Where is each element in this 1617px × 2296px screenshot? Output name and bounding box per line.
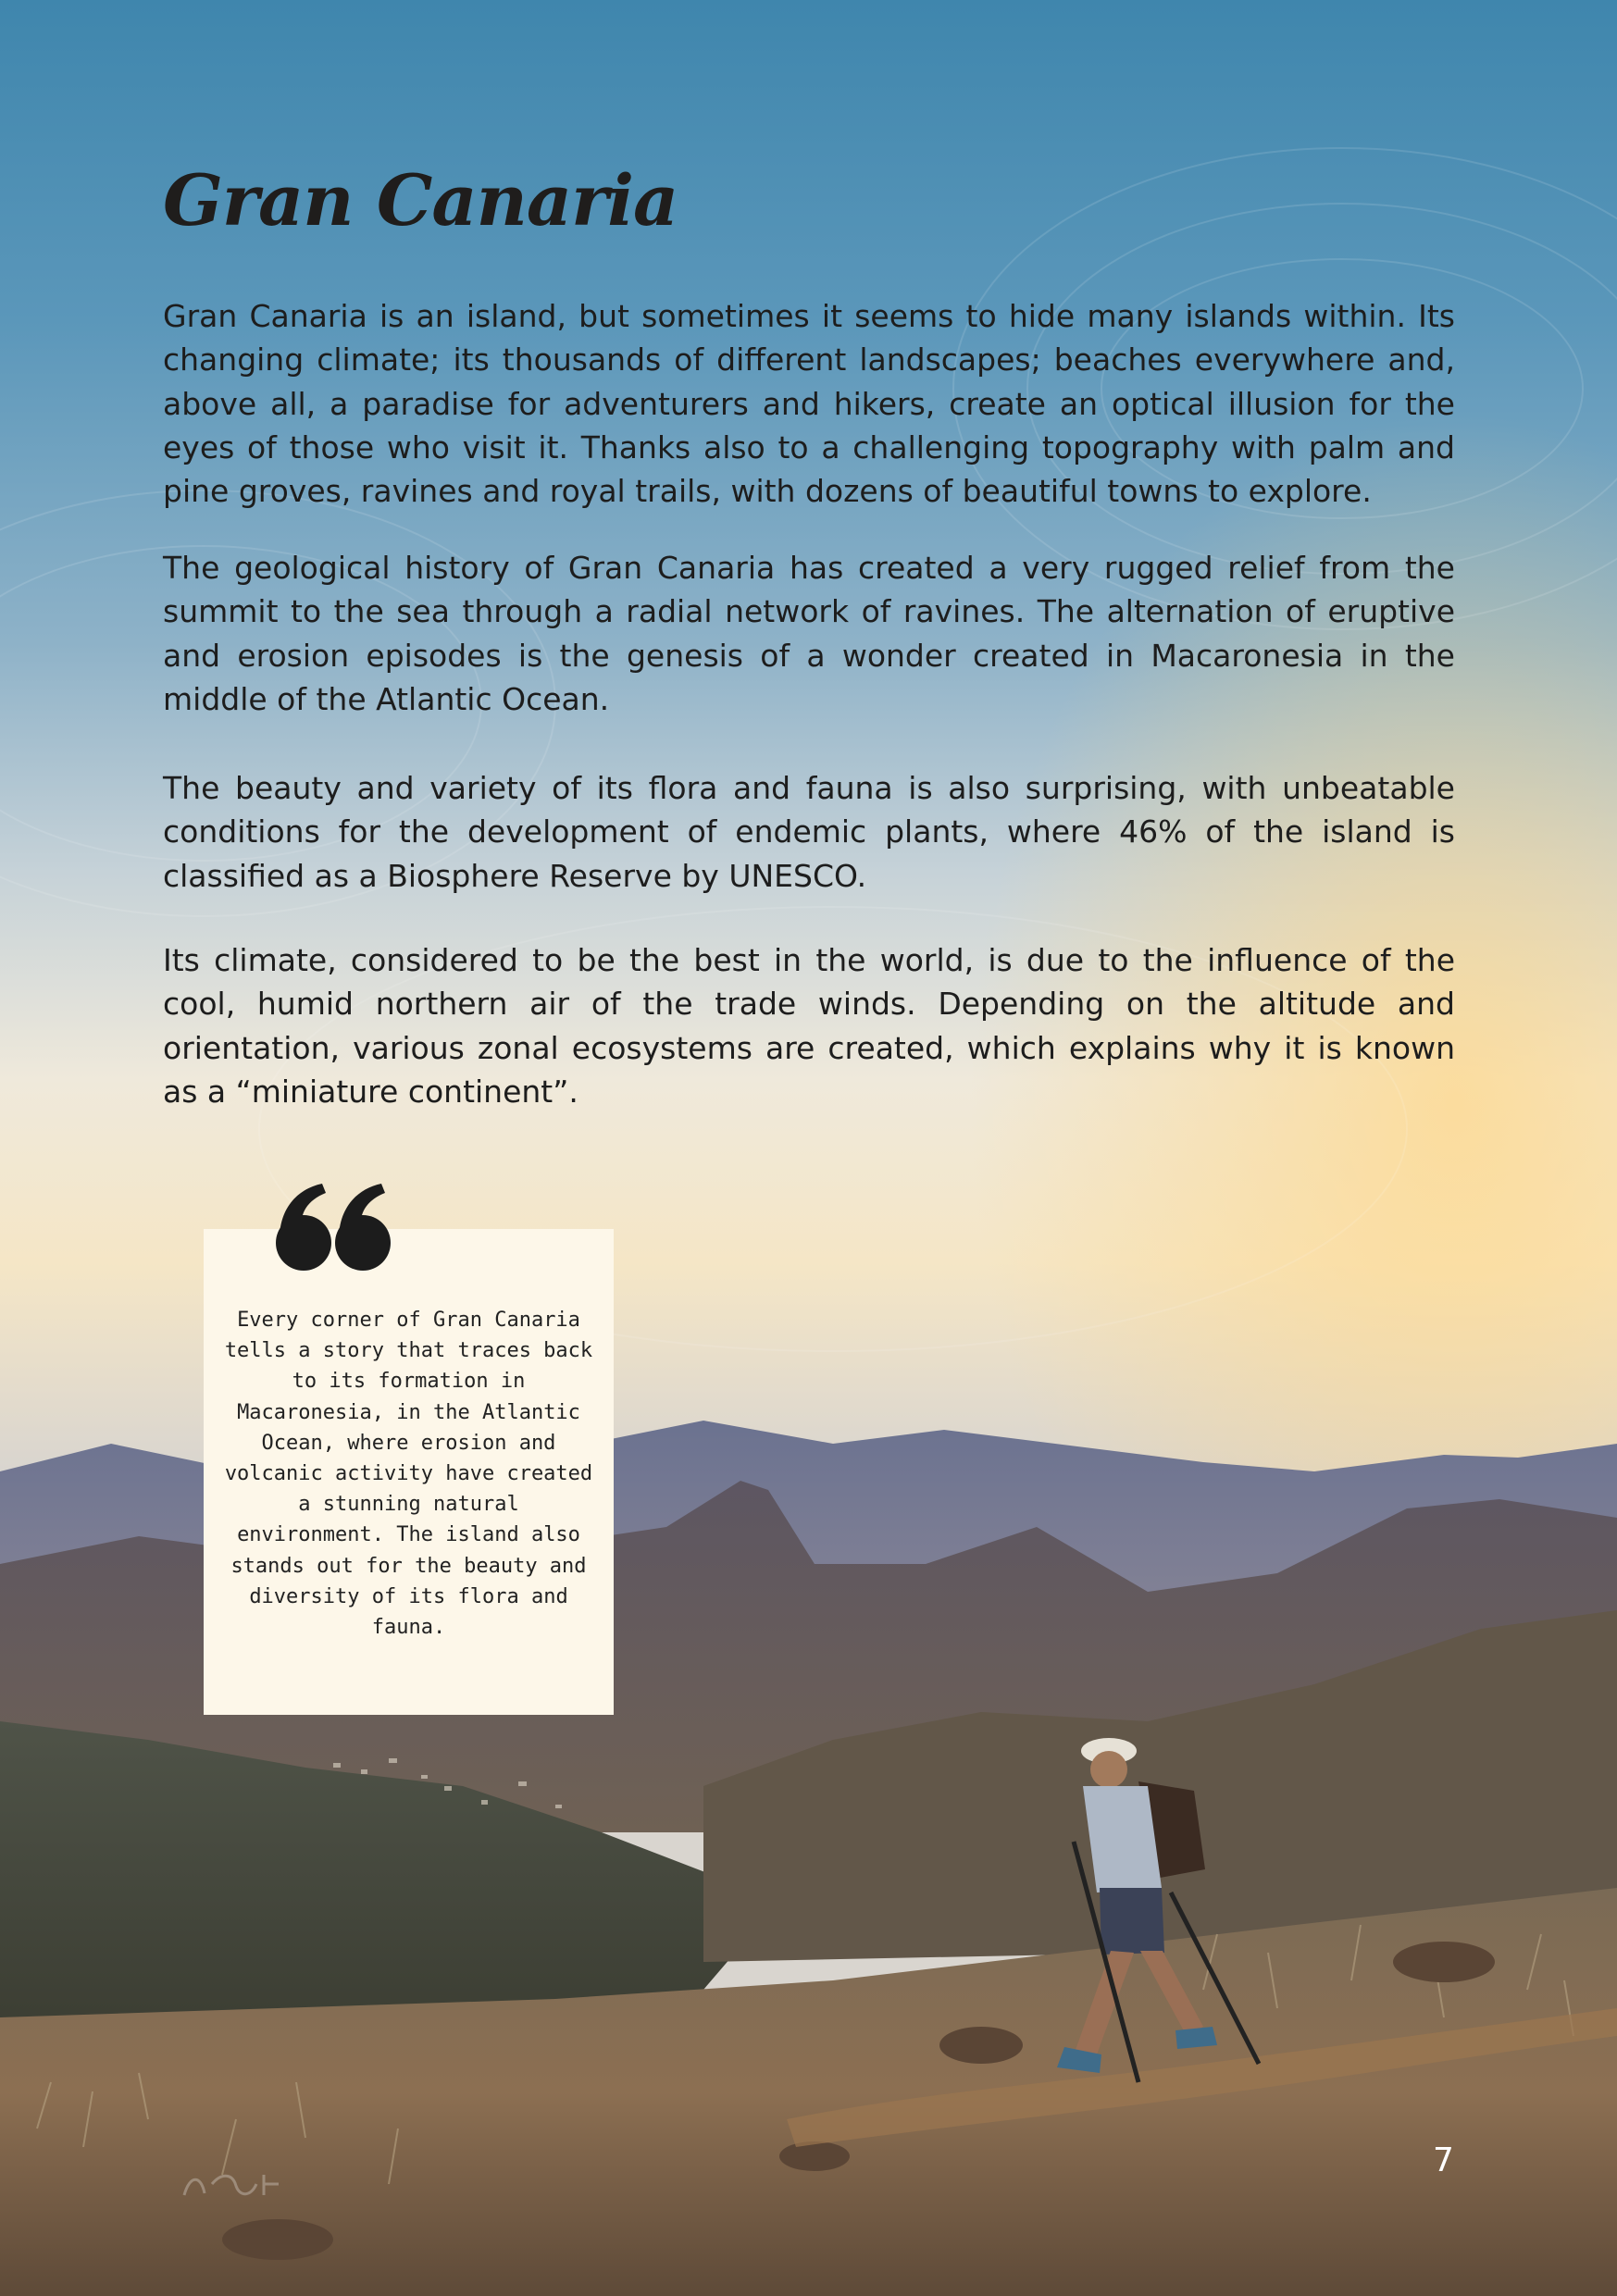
page-title: Gran Canaria: [163, 159, 678, 242]
intro-paragraph: Gran Canaria is an island, but sometimes it seems to hide many islands within. Its changing climate; its thousands of different landscapes; beaches everywhere and, above all, a paradise for adventurers and hikers, create an optical illusion for the eyes of those who visit it. Thanks also to a challenging topography with palm and pine groves, ravines and royal trails, with dozens of beautiful towns to explore.: [163, 298, 1455, 510]
climate-paragraph: Its climate, considered to be the best in the world, is due to the influence of the cool, humid northern air of the trade winds. Depending on the altitude and orientation, various zonal ecosystems are created, which explains why it is known as a “miniature continent”.: [163, 942, 1455, 1110]
quote-open-icon: [274, 1182, 394, 1274]
geology-paragraph: The geological history of Gran Canaria has created a very rugged relief from the summit to the sea through a radial network of ravines. The alternation of eruptive and erosion episodes is the genesis of a wonder created in Macaronesia in the middle of the Atlantic Ocean.: [163, 550, 1455, 717]
pull-quote-text: Every corner of Gran Canaria tells a story that traces back to its formation in Macaronesia, in the Atlantic Ocean, where erosion and volcanic activity have created a stunning natural environment. The island also stands out for the beauty and diversity of its flora and fauna.: [224, 1309, 593, 1640]
page-number: 7: [1433, 2141, 1454, 2179]
watermark-logo: [180, 2167, 282, 2201]
flora-fauna-paragraph: The beauty and variety of its flora and fauna is also surprising, with unbeatable conditions for the development of endemic plants, where 46% of the island is classified as a Biosphere Reserve by UNESCO.: [163, 770, 1455, 894]
